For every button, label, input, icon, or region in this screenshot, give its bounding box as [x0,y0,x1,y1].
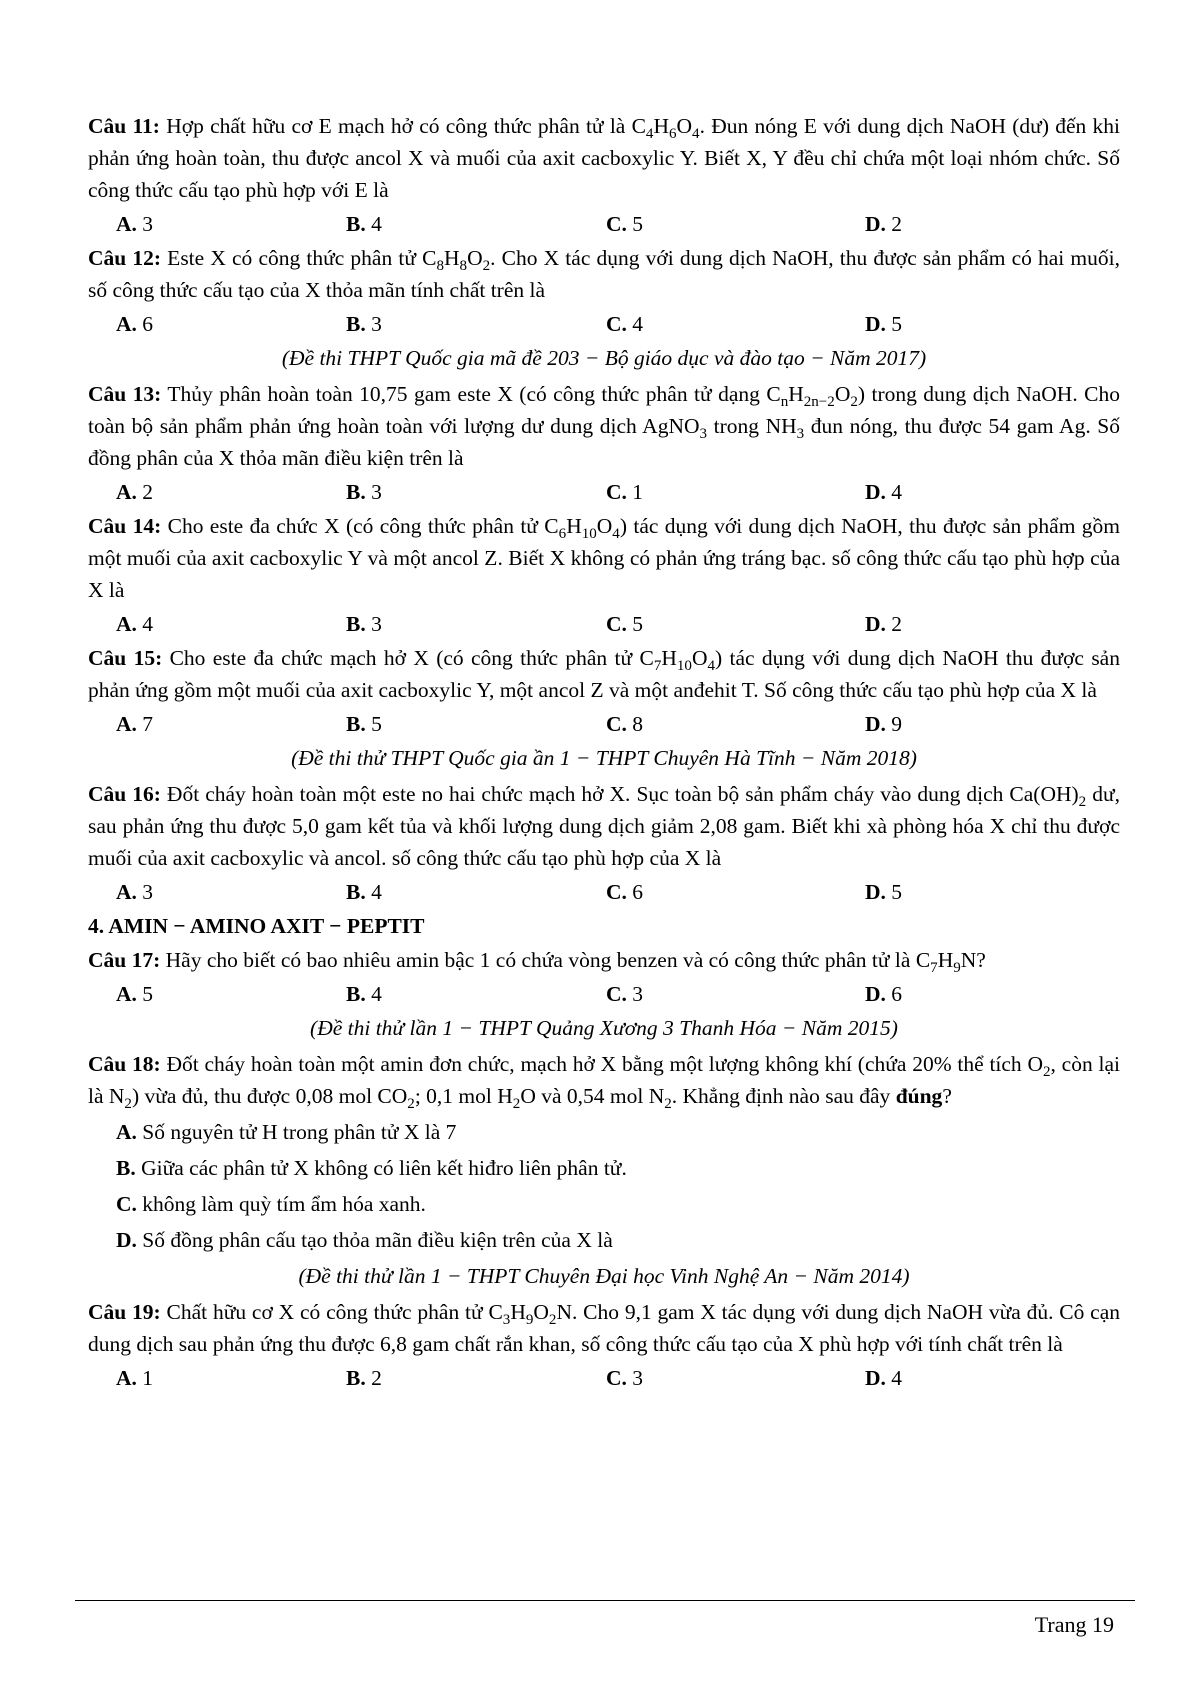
question-19: Câu 19: Chất hữu cơ X có công thức phân tử $C_3H_9O_2N$. Cho 9,1 gam X tác dụng với dung dịch NaOH vừa đủ. Cô cạn dung dịch sau phản ứng thu được 6,8 gam chất rắn khan, số công thức cấu tạo của X phù hợp với tính chất trên là [88,1300,1120,1356]
option-b: B. 3 [346,480,382,504]
option-c: C. 5 [606,612,644,636]
option-b: B. 4 [346,982,382,1006]
option-c: C. 6 [606,880,644,904]
question-13: Câu 13: Thủy phân hoàn toàn 10,75 gam este X (có công thức phân tử dạng $C_nH_{2n-2}O_2$) trong dung dịch NaOH. Cho toàn bộ sản phẩm phản ứng hoàn toàn với lượng dư dung dịch AgNO$_3$ trong $NH_3$ đun nóng, thu được 54 gam Ag. Số đồng phân của X thỏa mãn điều kiện trên là [88,382,1120,470]
option-d: D. 2 [865,212,903,236]
option-b: B. 3 [346,612,382,636]
page-content [88,110,1120,1396]
option-a: A. 1 [116,1366,154,1390]
option-c: C. 5 [606,212,644,236]
option-c: C. 1 [606,480,644,504]
option-c: C. không làm quỳ tím ẩm hóa xanh. [116,1192,426,1216]
option-d: D. 6 [865,982,903,1006]
answer-options [88,708,1120,740]
source-citation: (Đề thi thử lần 1 − THPT Chuyên Đại học Vinh Nghệ An − Năm 2014) [298,1264,910,1288]
option-c: C. 4 [606,312,644,336]
option-d: D. 4 [865,1366,903,1390]
option-b: B. 4 [346,880,382,904]
option-b: B. 3 [346,312,382,336]
question-11: Câu 11: Hợp chất hữu cơ E mạch hở có công thức phân tử là $C_4H_6O_4$. Đun nóng E với dung dịch NaOH (dư) đến khi phản ứng hoàn toàn, thu được ancol X và muối của axit cacboxylic Y. Biết X, Y đều chỉ chứa một loại nhóm chức. Số công thức cấu tạo phù hợp với E là [88,114,1120,202]
question-label: Câu 16: [88,782,161,806]
option-a: A. 7 [116,712,154,736]
option-b: B. 5 [346,712,382,736]
question-label: Câu 19: [88,1300,161,1324]
question-17: Câu 17: Hãy cho biết có bao nhiêu amin bậc 1 có chứa vòng benzen và có công thức phân tử là $C_7H_9N$? [88,948,986,976]
option-b: B. 2 [346,1366,382,1390]
option-c: C. 3 [606,1366,644,1390]
option-d: D. 5 [865,880,903,904]
option-d: D. 5 [865,312,903,336]
option-d: D. 4 [865,480,903,504]
option-a: A. Số nguyên tử H trong phân tử X là 7 [116,1120,457,1144]
source-citation: (Đề thi thử THPT Quốc gia ần 1 − THPT Chuyên Hà Tĩnh − Năm 2018) [291,746,917,770]
option-a: A. 3 [116,212,154,236]
question-12: Câu 12: Este X có công thức phân tử $C_8H_8O_2$. Cho X tác dụng với dung dịch NaOH, thu được sản phẩm có hai muối, số công thức cấu tạo của X thỏa mãn tính chất trên là [88,246,1120,302]
footer-divider [75,1600,1135,1601]
answer-options [88,1362,1120,1394]
answer-options [88,308,1120,340]
page-number: Trang 19 [1034,1612,1114,1637]
question-label: Câu 13: [88,382,162,406]
option-d: D. 2 [865,612,903,636]
answer-options [88,876,1120,908]
option-a: A. 2 [116,480,154,504]
question-label: Câu 11: [88,114,160,138]
question-15: Câu 15: Cho este đa chức mạch hở X (có công thức phân tử $C_7H_{10}O_4$) tác dụng với dung dịch NaOH thu được sản phản ứng gồm một muối của axit cacboxylic Y, một ancol Z và một anđehit T. Số công thức cấu tạo phù hợp của X là [88,646,1120,702]
option-a: A. 3 [116,880,154,904]
source-citation: (Đề thi thử lần 1 − THPT Quảng Xương 3 Thanh Hóa − Năm 2015) [310,1016,898,1040]
option-c: C. 3 [606,982,644,1006]
option-d: D. 9 [865,712,903,736]
question-16: Câu 16: Đốt cháy hoàn toàn một este no hai chức mạch hở X. Sục toàn bộ sản phẩm cháy vào dung dịch $Ca(OH)_2$ dư, sau phản ứng thu được 5,0 gam kết tủa và khối lượng dung dịch giảm 2,08 gam. Biết khi xà phòng hóa X chỉ thu được muối của axit cacboxylic và ancol. số công thức cấu tạo phù hợp của X là [88,782,1120,870]
option-b: B. Giữa các phân tử X không có liên kết hiđro liên phân tử. [116,1156,627,1180]
option-a: A. 5 [116,982,154,1006]
option-b: B. 4 [346,212,382,236]
answer-options [88,208,1120,240]
answer-options [88,608,1120,640]
section-heading: 4. AMIN − AMINO AXIT − PEPTIT [88,914,425,938]
question-label: Câu 12: [88,246,162,270]
question-14: Câu 14: Cho este đa chức X (có công thức phân tử $C_6H_{10}O_4$) tác dụng với dung dịch NaOH, thu được sản phẩm gồm một muối của axit cacboxylic Y và một ancol Z. Biết X không có phản ứng tráng bạc. số công thức cấu tạo phù hợp của X là [88,514,1120,602]
option-a: A. 6 [116,312,154,336]
question-label: Câu 14: [88,514,162,538]
option-a: A. 4 [116,612,154,636]
source-citation: (Đề thi THPT Quốc gia mã đề 203 − Bộ giáo dục và đào tạo − Năm 2017) [281,346,927,370]
question-label: Câu 15: [88,646,163,670]
option-c: C. 8 [606,712,644,736]
question-label: Câu 17: [88,948,161,972]
answer-options [88,978,1120,1010]
option-d: D. Số đồng phân cấu tạo thỏa mãn điều kiện trên của X là [116,1228,613,1252]
question-18: Câu 18: Đốt cháy hoàn toàn một amin đơn chức, mạch hở X bằng một lượng không khí (chứa 20% thể tích $O_2$, còn lại là $N_2$) vừa đủ, thu được 0,08 mol $CO_2$; 0,1 mol $H_2O$ và 0,54 mol $N_2$. Khẳng định nào sau đây đúng? [88,1052,1120,1112]
question-label: Câu 18: [88,1052,161,1076]
answer-options [88,476,1120,508]
